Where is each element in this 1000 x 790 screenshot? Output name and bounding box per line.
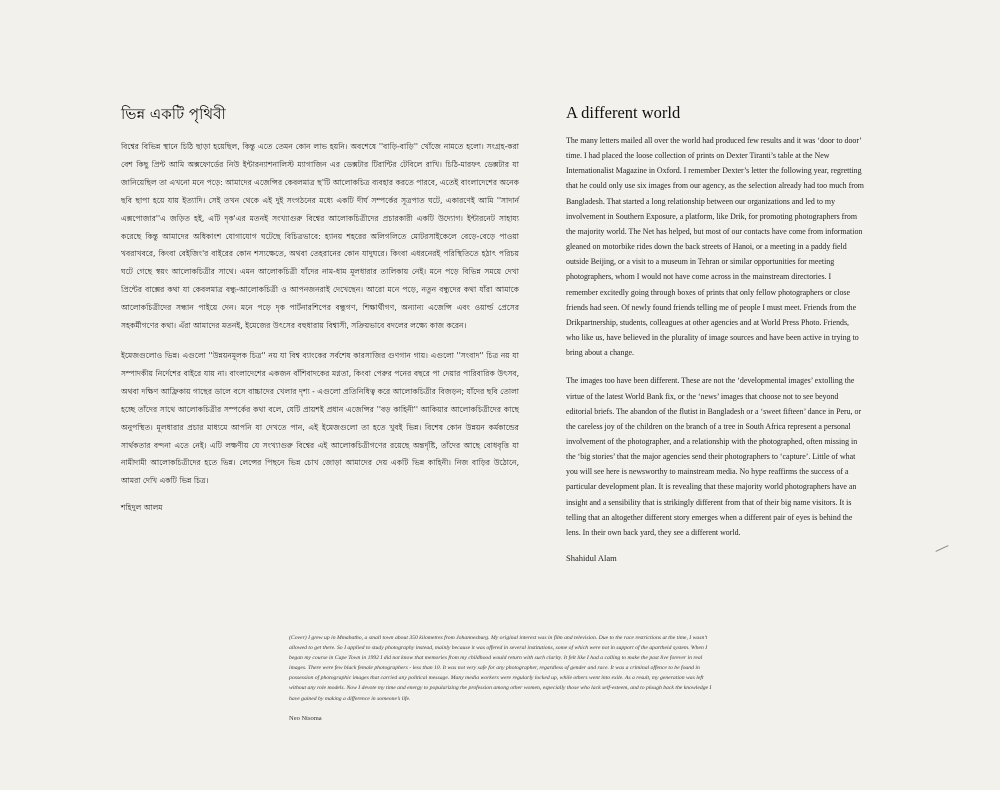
bengali-signature: শহিদুল আলম (121, 503, 163, 513)
bengali-title: ভিন্ন একটি পৃথিবী (121, 105, 226, 123)
english-title: A different world (566, 103, 681, 122)
english-paragraph-1: The many letters mailed all over the world had produced few results and it was ‘door to door’ time. I had placed the loose collection of prints on Dexter Tiranti’s table at the New Internationalist Magazine in Oxford. I remember Dexter’s letter the following year, regretting that he could only use six images from our agency, as the selection already had too much from Bangladesh. That started a long relationship between our organizations and led to my involvement in Southern Exposure, a platform, like Drik, for promoting photographers from the majority world. The Net has helped, but most of our contacts have come from information gleaned on motorbike rides down the back streets of Hanoi, or a meeting in a paddy field outside Beijing, or a visit to a museum in Tehran or similar opportunities for meeting photographers, whom I would not have come across in the mainstream directories. I remember excitedly going through boxes of prints that only fellow photographers or close friends had seen. Of newly found friends telling me of people I must meet. Friends from the Drikpartnership, students, colleagues at other agencies and at World Press Photo. Friends, who like us, have believed in the plurality of image sources and have been active in trying to bring about a change. (566, 136, 864, 358)
paper-scratch-mark (935, 545, 948, 552)
bengali-paragraph-1: বিশ্বের বিভিন্ন স্থানে চিঠি ছাড়া হয়েছিল, কিন্তু এতে তেমন কোন লাভ হয়নি। অবশেষে ''বাড়ি-বাড়ি'' খোঁজে নামতে হলো। সংগ্রহ-করা বেশ কিছু প্রিন্ট আমি অক্সফোর্ডের নিউ ইন্টারন্যাশনালিস্ট ম্যাগাজিন এর ডেক্সটার টিরান্টির টেবিলে রাখি। চিঠি-মারফৎ ডেক্সটার যা জানিয়েছিল তা এখনো মনে পড়ে: আমাদের এজেন্সির কেবলমাত্র ছ'টি আলোকচিত্র ব্যবহার করতে পারবে, এতেই বাংলাদেশের অনেক ছবি ছাপা হয়ে যায় ইত্যাদি। সেই তখন থেকে এই দুই সংগঠনের মধ্যে একটি দীর্ঘ সম্পর্কের সূত্রপাত ঘটে, একারণেই আমি ''সাদার্ন এক্সপোজার''এ জড়িত হই, এটি দৃক'এর মতনই সংখ্যাগুরু বিশ্বের আলোকচিত্রীদের প্রচারকারী একটি উদ্যোগ। ইন্টারনেট সাহায্য করেছে কিন্তু আমাদের অধিকাংশ যোগাযোগ ঘটেছে বিচিত্রভাবে: হ্যানয় শহরের অলিগলিতে মোটরসাইকেলে বেড়ে-বেড়ে পাওয়া খবরাখবরে, কিংবা বেইজিং'র বাইরের কোন শস্যক্ষেতে, অথবা তেহরানের কোন যাদুঘরে। কিংবা এধরনেরই পরিস্থিতিতে হঠাৎ পরিচয় ঘটে গেছে স্বয়ং আলোকচিত্রীর সাথে। এমন আলোকচিত্রী যাঁদের নাম-ধাম মূলধারার তালিকায় নেই। মনে পড়ে বিভিন্ন সময়ে দেখা প্রিন্টের বাক্সের কথা যা কেবলমাত্র বন্ধু-আলোকচিত্রী ও আপনজনরাই দেখেছেন। আরো মনে পড়ে, নতুন বন্ধুদের কথা যাঁরা আমাকে আলোকচিত্রীদের সন্ধান পাইয়ে দেন। মনে পড়ে দৃক পার্টনারশিপের বন্ধুগণ, শিক্ষার্থীগণ, অন্যান্য এজেন্সি এবং ওয়ার্ল্ড প্রেসের সহকর্মীগণের কথা। এঁরা আমাদের মতনই, ইমেজের উৎসের বহুধারায় বিশ্বাসী, সক্রিয়ভাবে বদলের লক্ষ্যে কাজ করেন। (121, 142, 519, 331)
bengali-column (121, 103, 519, 515)
english-signature: Shahidul Alam (566, 553, 617, 564)
cover-caption: (Cover) I grew up in Mmabatho, a small town about 350 kilometres from Johannesburg. My original interest was in film and television. Due to the race restrictions at the time, I wasn’t allowed to get there. So I applied to study photography instead, mainly because it was offered in several institutions, some of which were not in support of the apartheid system. When I began my course in Cape Town in 1992 I did not know that memories from my childhood would return with such clarity. It felt like I had a calling to make the past live forever in real images. There were few black female photographers - less than 10. It was not very safe for any photographer, regardless of gender and race. It was a criminal offence to be found in possession of photographic images that carried any political message. Many media workers were regularly locked up, while others went into exile. As a result, my generation was left without any role models. Now I devote my time and energy to popularizing the profession among other women, especially those who lack self-esteem, and to plough back the knowledge I have gained by making a difference in someone’s life. (289, 635, 712, 702)
english-column (566, 103, 864, 563)
english-paragraph-2: The images too have been different. These are not the ‘developmental images’ extolling the virtue of the latest World Bank fix, or the ‘news’ images that choose not to see beyond editorial briefs. The abandon of the flutist in Bangladesh or a ‘sweet fifteen’ dance in Peru, or the careless joy of the children on the branch of a tree in South Africa represent a personal involvement of the photographer, and a relationship with the photographed, often missing in the ‘big stories’ that the major agencies send their photographers to ‘capture’. Little of what you will see here is newsworthy to mainstream media. No hype reaffirms the success of a particular development plan. It is revealing that these majority world photographers have an insight and a sensibility that is strikingly different from that of their big name visitors. It is telling that an altogether different story emerges when a different pair of eyes is behind the lens. In their own back yard, they see a different world. (566, 376, 862, 537)
bengali-paragraph-2: ইমেজগুলোও ভিন্ন। এগুলো ''উন্নয়নমূলক চিত্র'' নয় যা বিশ্ব ব্যাংকের সর্বশেষ কারসাজির গুণগান গায়। এগুলো ''সংবাদ'' চিত্র নয় যা সম্পাদকীয় নির্দেশের বাইরে যায় না। বাংলাদেশের একজন বাঁশিবাদকের মগ্নতা, কিংবা পেরুর পনের বছরে পা দেয়ার পারিবারিক উৎসব, অথবা দক্ষিণ আফ্রিকায় গাছের ডালে বসে বাচ্চাদের খেলার দৃশ্য - এগুলো প্রতিনিধিত্ব করে আলোকচিত্রীর বিজড়ন; যাঁদের ছবি তোলা হচ্ছে তাঁদের সাথে আলোকচিত্রীর সম্পর্কের কথা বলে, যেটি প্রায়শই প্রধান এজেন্সির ''বড় কাহিনী'' আকিয়ার আলোকচিত্রীদের কাছে অনুপস্থিত। মূলধারার প্রচার মাধ্যমে আপনি যা দেখতে পান, এই ইমেজগুলো তা হতে খুবই ভিন্ন। বিশেষ কোন উন্নয়ন কর্মকান্ডের সার্থকতার বন্দনা এতে নেই। এটি লক্ষণীয় যে সংখ্যাগুরু বিশ্বের এই আলোকচিত্রীগণের রয়েছে অন্তর্দৃষ্টি, তাঁদের আছে বোধবৃত্তি যা নামীদামী আলোকচিত্রীদের হতে ভিন্ন। লেন্সের পিছনে ভিন্ন চোখ জোড়া আমাদের দেয় একটি ভিন্ন কাহিনী। নিজ বাড়ির উঠোনে, আমরা দেখি একটি ভিন্ন চিত্র। (121, 350, 519, 486)
caption-signature: Neo Ntsoma (289, 715, 322, 722)
